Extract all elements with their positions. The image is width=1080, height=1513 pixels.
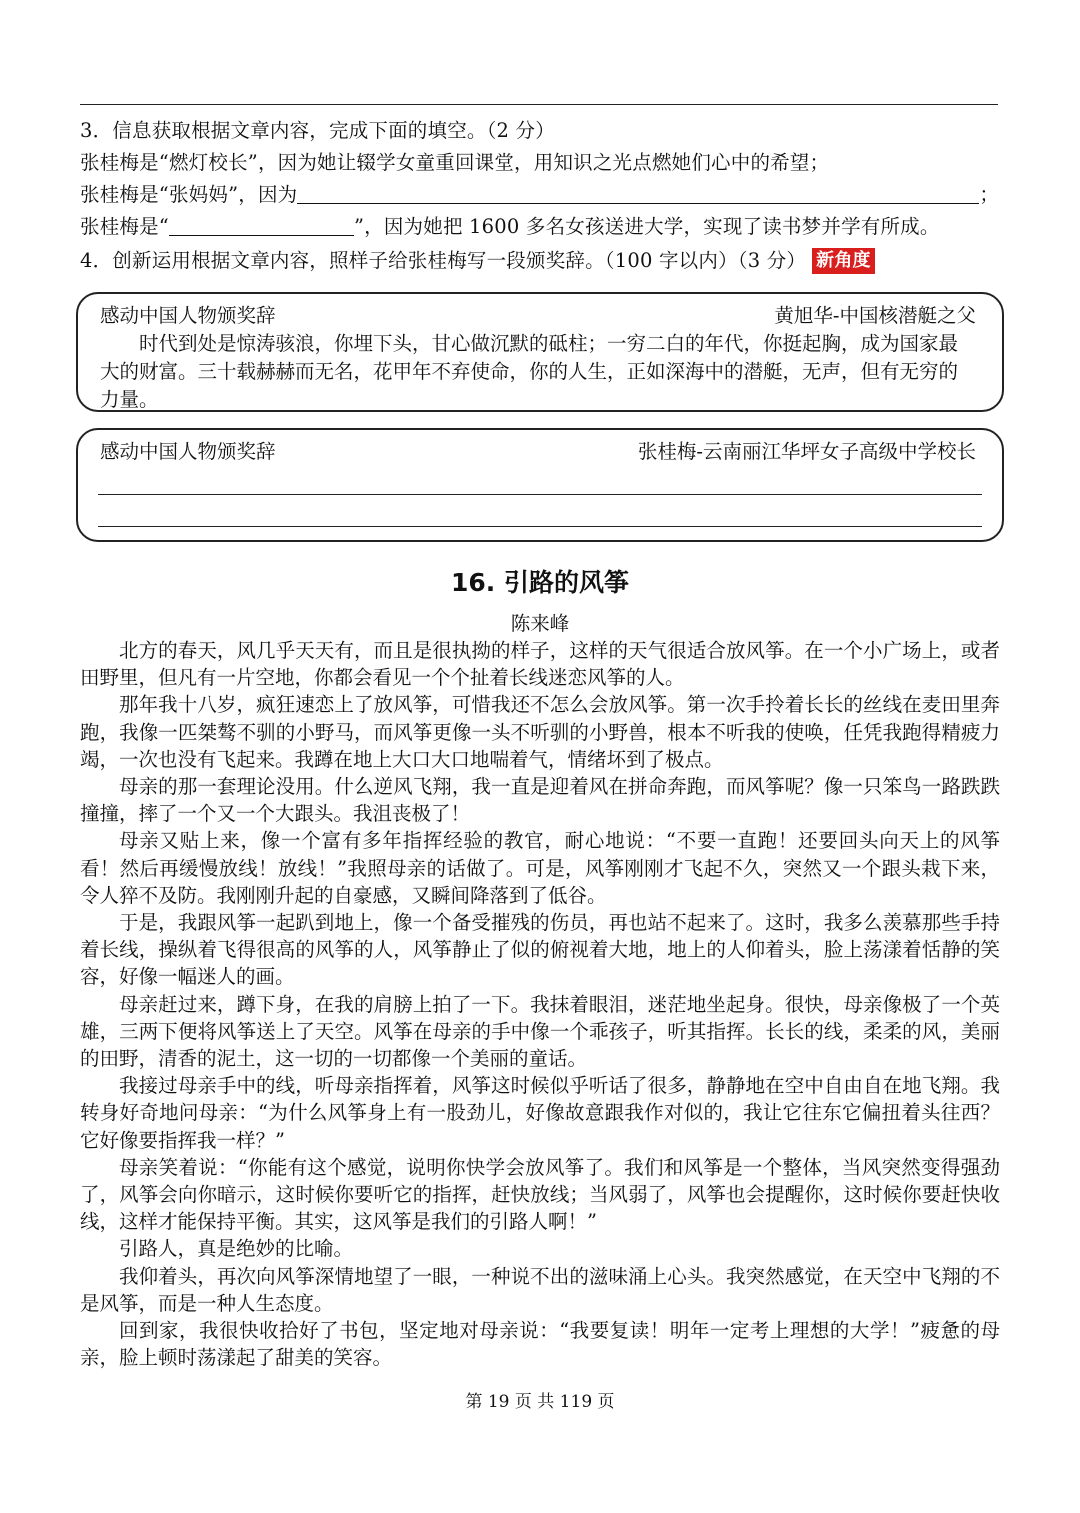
q3-line-3 (80, 213, 940, 241)
q3-line-2-prefix: 张桂梅是“张妈妈”，因为 (80, 183, 298, 206)
q3-line-2 (80, 181, 999, 209)
article-paragraph: 引路人，真是绝妙的比喻。 (119, 1237, 354, 1261)
new-angle-badge: 新角度 (812, 248, 875, 274)
article-paragraph: 回到家，我很快收拾好了书包，坚定地对母亲说：“我要复读！明年一定考上理想的大学！”疲惫的母亲，脸上顿时荡漾起了甜美的笑容。 (80, 1319, 1000, 1370)
q3-line-2-suffix: ； (979, 183, 1000, 206)
answer-award-box (76, 428, 1004, 542)
answer-blank-1[interactable] (297, 183, 979, 204)
example-box-text: 时代到处是惊涛骇浪，你埋下头，甘心做沉默的砥柱；一穷二白的年代，你挺起胸，成为国家最大的财富。三十载赫赫而无名，花甲年不弃使命，你的人生，正如深海中的潜艇，无声，但有无穷的力量。 (100, 332, 959, 411)
answer-blank-2[interactable] (169, 215, 354, 236)
answer-box-heading: 感动中国人物颁奖辞 (100, 440, 276, 463)
top-rule (80, 104, 998, 105)
answer-box-person: 张桂梅-云南丽江华坪女子高级中学校长 (637, 440, 976, 463)
article-paragraph: 我仰着头，再次向风筝深情地望了一眼，一种说不出的滋味涌上心头。我突然感觉，在天空中飞翔的不是风筝，而是一种人生态度。 (80, 1264, 1000, 1315)
example-award-box (76, 292, 1004, 412)
article-paragraph: 母亲赶过来，蹲下身，在我的肩膀上拍了一下。我抹着眼泪，迷茫地坐起身。很快，母亲像极了一个英雄，三两下便将风筝送上了天空。风筝在母亲的手中像一个乖孩子，听其指挥。长长的线，柔柔的风，美丽的田野，清香的泥土，这一切的一切都像一个美丽的童话。 (80, 992, 1000, 1071)
article-paragraph: 母亲的那一套理论没用。什么逆风飞翔，我一直是迎着风在拼命奔跑，而风筝呢？像一只笨鸟一路跌跌撞撞，摔了一个又一个大跟头。我沮丧极了！ (80, 775, 1000, 826)
article-paragraph: 于是，我跟风筝一起趴到地上，像一个备受摧残的伤员，再也站不起来了。这时，我多么羡慕那些手持着长线，操纵着飞得很高的风筝的人，风筝静止了似的俯视着大地，地上的人仰着头，脸上荡漾着恬静的笑容，好像一幅迷人的画。 (80, 911, 1000, 989)
article-paragraph: 我接过母亲手中的线，听母亲指挥着，风筝这时候似乎听话了很多，静静地在空中自由自在地飞翔。我转身好奇地问母亲：“为什么风筝身上有一股劲儿，好像故意跟我作对似的，我让它往东它偏扭着头往西？它好像要指挥我一样？” (80, 1074, 1000, 1152)
article-body (80, 637, 1000, 1371)
article-paragraph: 母亲笑着说：“你能有这个感觉，说明你快学会放风筝了。我们和风筝是一个整体，当风突然变得强劲了，风筝会向你暗示，这时候你要听它的指挥，赶快放线；当风弱了，风筝也会提醒你，这时候你要赶快收线，这样才能保持平衡。其实，这风筝是我们的引路人啊！” (80, 1155, 1000, 1234)
q3-line-3-prefix: 张桂梅是“ (80, 215, 169, 238)
article-title: 16. 引路的风筝 (451, 568, 629, 597)
answer-writing-line-2[interactable] (98, 526, 982, 527)
example-box-header (100, 302, 976, 330)
q3-title: 3．信息获取根据文章内容，完成下面的填空。（2 分） (80, 119, 555, 142)
example-box-body (100, 330, 976, 414)
example-box-person: 黄旭华-中国核潜艇之父 (774, 304, 976, 327)
answer-box-header (100, 438, 976, 466)
q4-title (80, 247, 875, 275)
example-box-heading: 感动中国人物颁奖辞 (100, 304, 276, 327)
article-paragraph: 北方的春天，风几乎天天有，而且是很执拗的样子，这样的天气很适合放风筝。在一个小广场上，或者田野里，但凡有一片空地，你都会看见一个个扯着长线迷恋风筝的人。 (80, 639, 1000, 690)
page-footer: 第 19 页 共 119 页 (465, 1392, 615, 1412)
q3-line-3-suffix: ”，因为她把 1600 多名女孩送进大学，实现了读书梦并学有所成。 (353, 215, 940, 238)
article-paragraph: 母亲又贴上来，像一个富有多年指挥经验的教官，耐心地说：“不要一直跑！还要回头向天上的风筝看！然后再缓慢放线！放线！”我照母亲的话做了。可是，风筝刚刚才飞起不久，突然又一个跟头栽下来，令人猝不及防。我刚刚升起的自豪感，又瞬间降落到了低谷。 (80, 829, 1000, 907)
article-author: 陈来峰 (510, 612, 570, 635)
answer-writing-line-1[interactable] (98, 494, 982, 495)
article-paragraph: 那年我十八岁，疯狂速恋上了放风筝，可惜我还不怎么会放风筝。第一次手拎着长长的丝线在麦田里奔跑，我像一匹桀骜不驯的小野马，而风筝更像一头不听驯的小野兽，根本不听我的使唤，任凭我跑得精疲力竭，一次也没有飞起来。我蹲在地上大口大口地喘着气，情绪坏到了极点。 (80, 693, 1000, 771)
q3-line-1: 张桂梅是“燃灯校长”，因为她让辍学女童重回课堂，用知识之光点燃她们心中的希望； (80, 151, 830, 174)
q4-title-text: 4．创新运用根据文章内容，照样子给张桂梅写一段颁奖辞。（100 字以内）（3 分） (80, 249, 807, 272)
